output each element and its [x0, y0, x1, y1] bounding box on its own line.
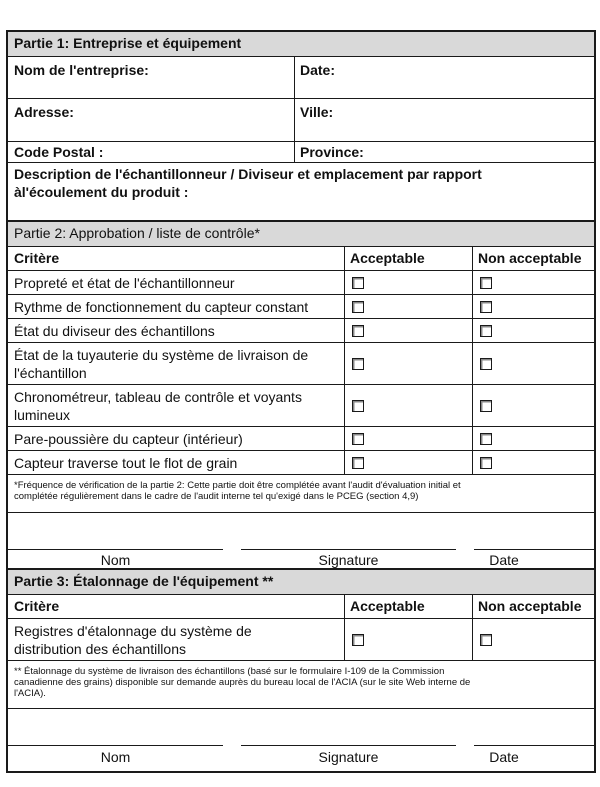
- not-acceptable-column-header: Non acceptable: [478, 598, 582, 614]
- criterion-text: Propreté et état de l'échantillonneur: [14, 275, 235, 291]
- company-name-label: Nom de l'entreprise:: [14, 62, 149, 78]
- name-line[interactable]: [8, 745, 223, 746]
- criteria-column-header: Critère: [14, 598, 60, 614]
- province-label: Province:: [300, 144, 364, 160]
- not-acceptable-column-header: Non acceptable: [478, 250, 582, 266]
- acceptable-checkbox[interactable]: [352, 301, 364, 313]
- signature-caption: Signature: [318, 749, 379, 765]
- acceptable-checkbox[interactable]: [352, 358, 364, 370]
- criterion-text: Pare-poussière du capteur (intérieur): [14, 431, 243, 447]
- not-acceptable-checkbox[interactable]: [480, 400, 492, 412]
- part2-signature-block: [8, 513, 594, 570]
- part2-header: [8, 222, 594, 247]
- part2-column-headers: [8, 247, 594, 271]
- criterion-text: Capteur traverse tout le flot de grain: [14, 455, 238, 471]
- part3-header: [8, 570, 594, 595]
- table-row: [8, 319, 594, 343]
- part1-title: Partie 1: Entreprise et équipement: [14, 35, 242, 51]
- description-row[interactable]: [8, 163, 594, 222]
- part2-title: Partie 2: Approbation / liste de contrôle*: [14, 225, 260, 241]
- not-acceptable-checkbox[interactable]: [480, 634, 492, 646]
- table-row: [8, 619, 594, 661]
- not-acceptable-checkbox[interactable]: [480, 301, 492, 313]
- city-label: Ville:: [300, 104, 334, 120]
- part3-note: ** Étalonnage du système de livraison des échantillons (basé sur le formulaire I-109 de la Commission canadienne des grains) disponible sur demande auprès du bureau local de l'ACIA (sur le site Web interne de l'ACIA).: [8, 661, 594, 709]
- not-acceptable-checkbox[interactable]: [480, 325, 492, 337]
- table-row: [8, 343, 594, 385]
- acceptable-column-header: Acceptable: [350, 598, 425, 614]
- table-row: [8, 295, 594, 319]
- acceptable-checkbox[interactable]: [352, 433, 364, 445]
- address-field[interactable]: [14, 123, 290, 139]
- inspection-form: [6, 30, 596, 773]
- date-field[interactable]: [300, 81, 590, 96]
- table-row: [8, 385, 594, 427]
- not-acceptable-checkbox[interactable]: [480, 433, 492, 445]
- part3-column-headers: [8, 595, 594, 619]
- acceptable-checkbox[interactable]: [352, 277, 364, 289]
- criterion-text: État du diviseur des échantillons: [14, 323, 215, 339]
- signature-line[interactable]: [241, 549, 456, 550]
- acceptable-checkbox[interactable]: [352, 634, 364, 646]
- name-caption: Nom: [100, 552, 131, 568]
- acceptable-checkbox[interactable]: [352, 325, 364, 337]
- date-line[interactable]: [474, 745, 594, 746]
- postal-code-label: Code Postal :: [14, 144, 104, 160]
- company-date-row: [8, 57, 594, 99]
- part2-note: *Fréquence de vérification de la partie 2: Cette partie doit être complétée avant l'audit d'évaluation initial et complétée régulièrement dans le cadre de l'audit interne tel qu'exigé dans le PCEG (section 4,9): [8, 475, 594, 513]
- name-caption: Nom: [100, 749, 131, 765]
- not-acceptable-checkbox[interactable]: [480, 358, 492, 370]
- criteria-column-header: Critère: [14, 250, 60, 266]
- part1-header: [8, 32, 594, 57]
- city-field[interactable]: [300, 123, 590, 139]
- date-label: Date:: [300, 62, 336, 78]
- description-label: Description de l'échantillonneur / Diviseur et emplacement par rapport àl'écoulement du produit :: [14, 166, 482, 200]
- not-acceptable-checkbox[interactable]: [480, 277, 492, 289]
- part3-title: Partie 3: Étalonnage de l'équipement **: [14, 573, 274, 589]
- postal-province-row: [8, 142, 594, 163]
- date-line[interactable]: [474, 549, 594, 550]
- address-city-row: [8, 99, 594, 142]
- table-row: [8, 427, 594, 451]
- date-caption: Date: [489, 749, 519, 765]
- not-acceptable-checkbox[interactable]: [480, 457, 492, 469]
- criterion-text: État de la tuyauterie du système de livraison de l'échantillon: [14, 347, 309, 381]
- address-label: Adresse:: [14, 104, 74, 120]
- acceptable-checkbox[interactable]: [352, 400, 364, 412]
- acceptable-column-header: Acceptable: [350, 250, 425, 266]
- criterion-text: Chronométreur, tableau de contrôle et voyants lumineux: [14, 389, 302, 423]
- table-row: [8, 271, 594, 295]
- signature-caption: Signature: [318, 552, 379, 568]
- signature-line[interactable]: [241, 745, 456, 746]
- part3-signature-block: [8, 709, 594, 771]
- acceptable-checkbox[interactable]: [352, 457, 364, 469]
- name-line[interactable]: [8, 549, 223, 550]
- company-name-field[interactable]: [14, 81, 290, 96]
- criterion-text: Registres d'étalonnage du système de distribution des échantillons: [14, 623, 252, 657]
- criterion-text: Rythme de fonctionnement du capteur constant: [14, 299, 309, 315]
- table-row: [8, 451, 594, 475]
- date-caption: Date: [489, 552, 519, 568]
